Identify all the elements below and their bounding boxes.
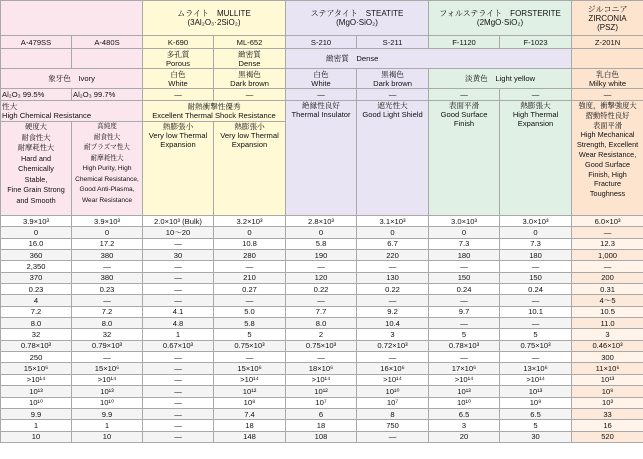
property-cell: 10⁷	[286, 397, 357, 408]
property-cell: 10¹⁰	[72, 397, 143, 408]
group-header-steatite: ステアタイト STEATITE (MgO·SiO₂)	[286, 1, 429, 36]
property-cell: 0	[286, 227, 357, 238]
grade-cell: A-480S	[72, 36, 143, 49]
property-cell: 6.0×10³	[572, 216, 643, 227]
property-row	[1, 352, 643, 363]
property-cell: —	[143, 397, 214, 408]
property-cell: 10¹²	[214, 386, 286, 397]
feature-title-row	[1, 101, 643, 122]
property-cell: 33	[572, 408, 643, 419]
porosity-cell	[1, 49, 72, 69]
property-row	[1, 431, 643, 442]
porosity-cell-dense: 緻密質 Dense	[286, 49, 572, 69]
property-cell: 9.7	[429, 306, 500, 317]
property-cell: 10¹⁰	[357, 386, 429, 397]
property-cell: >10¹⁴	[357, 374, 429, 385]
property-cell: 15×10⁶	[214, 363, 286, 374]
property-cell: —	[500, 318, 572, 329]
property-cell: 20	[429, 431, 500, 442]
color-cell-alumina: 象牙色 Ivory	[1, 69, 143, 89]
property-cell: —	[143, 408, 214, 419]
color-cell-ml652: 黒褐色 Dark brown	[214, 69, 286, 89]
property-cell: 10¹³	[572, 374, 643, 385]
property-cell: 1	[143, 329, 214, 340]
property-cell: —	[143, 374, 214, 385]
property-cell: 0.67×10³	[143, 340, 214, 351]
property-cell: 360	[1, 250, 72, 261]
property-cell: 15×10⁶	[1, 363, 72, 374]
property-cell: 16×10⁶	[357, 363, 429, 374]
property-cell: 7.2	[1, 306, 72, 317]
property-cell: 10³	[572, 397, 643, 408]
property-cell: 6	[286, 408, 357, 419]
grade-cell: ML-652	[214, 36, 286, 49]
property-cell: 0.75×10³	[500, 340, 572, 351]
property-cell: 17×10⁶	[429, 363, 500, 374]
feature-cell-f1120: 表面平滑 Good Surface Finish	[429, 101, 500, 216]
property-cell: —	[357, 352, 429, 363]
property-cell: —	[143, 420, 214, 431]
property-cell: 5.8	[286, 238, 357, 249]
property-cell: 0.78×10³	[1, 340, 72, 351]
property-cell: —	[572, 227, 643, 238]
property-cell: 120	[286, 272, 357, 283]
grade-cell: S-211	[357, 36, 429, 49]
property-cell: 18	[286, 420, 357, 431]
property-cell: 2.8×10³	[286, 216, 357, 227]
property-cell: —	[572, 261, 643, 272]
feature-cell-s211: 遮光性大 Good Light Shield	[357, 101, 429, 216]
property-cell: 6.7	[357, 238, 429, 249]
property-cell: 0	[429, 227, 500, 238]
property-cell: —	[286, 261, 357, 272]
property-cell: 1	[1, 420, 72, 431]
property-cell: 108	[286, 431, 357, 442]
property-cell: 2,350	[1, 261, 72, 272]
porosity-cell-ml652: 緻密質 Dense	[214, 49, 286, 69]
property-cell: 10⁸	[214, 397, 286, 408]
property-cell: 3	[572, 329, 643, 340]
property-cell: —	[143, 238, 214, 249]
property-cell: 5	[214, 329, 286, 340]
grade-cell: S-210	[286, 36, 357, 49]
property-row	[1, 272, 643, 283]
property-cell: —	[214, 352, 286, 363]
property-row	[1, 408, 643, 419]
purity-cell: Al₂O₃ 99.5%	[1, 89, 72, 101]
feature-cell-a479: 硬度大 耐食性大 耐摩耗性大 Hard and Chemically Stable, Fine Grain Strong and Smooth	[1, 122, 72, 216]
property-cell: 4.8	[143, 318, 214, 329]
material-group-row	[1, 1, 643, 36]
property-cell: —	[429, 295, 500, 306]
property-cell: 300	[572, 352, 643, 363]
property-cell: 12.3	[572, 238, 643, 249]
property-cell: 5.0	[214, 306, 286, 317]
property-cell: 32	[72, 329, 143, 340]
property-cell: 280	[214, 250, 286, 261]
property-cell: 10¹³	[429, 386, 500, 397]
property-cell: 0	[357, 227, 429, 238]
group-header-blank	[1, 1, 143, 36]
purity-cell: —	[572, 89, 643, 101]
property-cell: 0.78×10³	[429, 340, 500, 351]
property-cell: 10¹³	[1, 386, 72, 397]
group-header-forsterite: フォルステライト FORSTERITE (2MgO·SiO₂)	[429, 1, 572, 36]
property-cell: —	[72, 352, 143, 363]
property-cell: 0.23	[72, 284, 143, 295]
property-cell: 190	[286, 250, 357, 261]
feature-cell-s210: 絶縁性良好 Thermal Insulator	[286, 101, 357, 216]
property-cell: 3.0×10³	[429, 216, 500, 227]
color-cell-k690: 白色 White	[143, 69, 214, 89]
property-cell: >10¹⁴	[286, 374, 357, 385]
feature-cell-ml652: 熱膨張小 Very low Thermal Expansion	[214, 122, 286, 216]
property-cell: 750	[357, 420, 429, 431]
property-cell: 220	[357, 250, 429, 261]
grade-cell: F-1120	[429, 36, 500, 49]
property-cell: >10¹⁴	[429, 374, 500, 385]
property-cell: 3.9×10³	[1, 216, 72, 227]
property-cell: 3	[357, 329, 429, 340]
property-cell: —	[143, 386, 214, 397]
property-cell: 0.72×10³	[357, 340, 429, 351]
property-cell: 1,000	[572, 250, 643, 261]
property-cell: 5	[500, 420, 572, 431]
property-cell: —	[357, 261, 429, 272]
property-cell: 10.1	[500, 306, 572, 317]
property-row	[1, 227, 643, 238]
property-cell: 2	[286, 329, 357, 340]
property-cell: 130	[357, 272, 429, 283]
property-cell: 4.1	[143, 306, 214, 317]
property-cell: 210	[214, 272, 286, 283]
property-cell: 150	[429, 272, 500, 283]
property-cell: 10.4	[357, 318, 429, 329]
property-cell: —	[429, 352, 500, 363]
property-cell: 9.9	[72, 408, 143, 419]
property-cell: 10	[1, 431, 72, 442]
property-cell: 11×10⁶	[572, 363, 643, 374]
property-cell: >10¹⁴	[500, 374, 572, 385]
property-cell: —	[429, 261, 500, 272]
property-cell: —	[286, 295, 357, 306]
property-cell: >10¹⁴	[1, 374, 72, 385]
color-cell-zirconia: 乳白色 Milky white	[572, 69, 643, 89]
property-cell: 200	[572, 272, 643, 283]
property-cell: —	[143, 295, 214, 306]
color-cell-forsterite: 淡黄色 Light yellow	[429, 69, 572, 89]
property-cell: 17.2	[72, 238, 143, 249]
property-row	[1, 420, 643, 431]
property-cell: —	[72, 261, 143, 272]
feature-cell-zirconia: 強度，衝撃強度大 摺動特性良好 表面平滑 High Mechanical Strength, Excellent Wear Resistance, Good Surface Finish, High Fracture Toughness	[572, 101, 643, 216]
property-row	[1, 216, 643, 227]
property-cell: 0.22	[286, 284, 357, 295]
property-cell: 3.9×10³	[72, 216, 143, 227]
property-cell: 10⁹	[500, 397, 572, 408]
property-cell: 13×10⁶	[500, 363, 572, 374]
property-cell: —	[286, 352, 357, 363]
porosity-cell	[572, 49, 643, 69]
property-cell: 7.3	[500, 238, 572, 249]
property-cell: 3.2×10³	[214, 216, 286, 227]
property-cell: 10¹⁰	[429, 397, 500, 408]
property-cell: 7.3	[429, 238, 500, 249]
property-cell: 380	[72, 250, 143, 261]
property-row	[1, 295, 643, 306]
purity-cell: Al₂O₃ 99.7%	[72, 89, 143, 101]
property-cell: 6.5	[500, 408, 572, 419]
property-cell: 0.46×10³	[572, 340, 643, 351]
property-cell: 0	[1, 227, 72, 238]
property-cell: 8	[357, 408, 429, 419]
property-cell: 0.75×10³	[214, 340, 286, 351]
purity-cell: —	[500, 89, 572, 101]
property-row	[1, 340, 643, 351]
property-cell: 148	[214, 431, 286, 442]
property-cell: —	[500, 295, 572, 306]
porosity-cell	[72, 49, 143, 69]
property-cell: 4	[1, 295, 72, 306]
property-cell: —	[143, 431, 214, 442]
property-cell: 10¹²	[286, 386, 357, 397]
property-cell: —	[72, 295, 143, 306]
property-cell: >10¹⁴	[214, 374, 286, 385]
feature-cell-f1023: 熱膨張大 High Thermal Expansion	[500, 101, 572, 216]
porosity-row	[1, 49, 643, 69]
property-cell: 10～20	[143, 227, 214, 238]
property-cell: —	[357, 431, 429, 442]
property-row	[1, 318, 643, 329]
property-cell: 10¹³	[72, 386, 143, 397]
property-row	[1, 306, 643, 317]
property-cell: 16.0	[1, 238, 72, 249]
property-cell: 0.24	[429, 284, 500, 295]
property-cell: 0.75×10³	[286, 340, 357, 351]
property-row	[1, 397, 643, 408]
property-cell: —	[500, 352, 572, 363]
property-cell: 8.0	[286, 318, 357, 329]
property-cell: 180	[500, 250, 572, 261]
property-values	[1, 216, 643, 443]
purity-cell: —	[143, 89, 214, 101]
property-cell: 4～5	[572, 295, 643, 306]
property-cell: 6.5	[429, 408, 500, 419]
property-cell: 5	[500, 329, 572, 340]
purity-cell: —	[429, 89, 500, 101]
property-cell: —	[143, 352, 214, 363]
property-cell: 0.24	[500, 284, 572, 295]
property-cell: 520	[572, 431, 643, 442]
feature-cell-k690: 熱膨張小 Very low Thermal Expansion	[143, 122, 214, 216]
property-cell: >10¹⁴	[72, 374, 143, 385]
property-cell: 10.5	[572, 306, 643, 317]
property-cell: 10¹⁰	[1, 397, 72, 408]
property-cell: 10⁸	[572, 386, 643, 397]
property-row	[1, 329, 643, 340]
property-cell: 11.0	[572, 318, 643, 329]
property-cell: 0.22	[357, 284, 429, 295]
property-row	[1, 250, 643, 261]
property-row	[1, 261, 643, 272]
property-cell: 0.79×10³	[72, 340, 143, 351]
property-row	[1, 363, 643, 374]
property-cell: 2.0×10³ (Bulk)	[143, 216, 214, 227]
color-cell-s211: 黒褐色 Dark brown	[357, 69, 429, 89]
porosity-cell-k690: 多孔質 Porous	[143, 49, 214, 69]
purity-cell: —	[286, 89, 357, 101]
property-cell: —	[214, 295, 286, 306]
purity-cell: —	[214, 89, 286, 101]
property-cell: 250	[1, 352, 72, 363]
property-cell: 3.1×10³	[357, 216, 429, 227]
property-cell: 18	[214, 420, 286, 431]
property-cell: 150	[500, 272, 572, 283]
feature-cell-a480: 高純度 耐食性大 耐プラズマ性大 耐摩耗性大 High Purity, High Chemical Resistance, Good Anti-Plasma, Wear Resistance	[72, 122, 143, 216]
grade-cell: A-479SS	[1, 36, 72, 49]
property-cell: 32	[1, 329, 72, 340]
grade-cell: F-1023	[500, 36, 572, 49]
property-cell: 15×10⁶	[72, 363, 143, 374]
property-row	[1, 284, 643, 295]
property-cell: 0	[72, 227, 143, 238]
property-cell: —	[143, 363, 214, 374]
property-cell: —	[214, 261, 286, 272]
purity-cell: —	[357, 89, 429, 101]
purity-row	[1, 89, 643, 101]
property-cell: 180	[429, 250, 500, 261]
property-cell: 10¹³	[500, 386, 572, 397]
property-cell: 7.2	[72, 306, 143, 317]
property-cell: 16	[572, 420, 643, 431]
property-cell: 8.0	[72, 318, 143, 329]
property-cell: 30	[143, 250, 214, 261]
property-row	[1, 238, 643, 249]
property-cell: 380	[72, 272, 143, 283]
group-header-zirconia: ジルコニア ZIRCONIA (PSZ)	[572, 1, 643, 36]
grade-cell: K-690	[143, 36, 214, 49]
property-cell: 10⁷	[357, 397, 429, 408]
property-cell: 1	[72, 420, 143, 431]
property-cell: 18×10⁶	[286, 363, 357, 374]
property-cell: 7.4	[214, 408, 286, 419]
property-cell: 5	[429, 329, 500, 340]
property-cell: 0.27	[214, 284, 286, 295]
color-row	[1, 69, 643, 89]
group-header-mullite: ムライト MULLITE (3Al₂O₃·2SiO₂)	[143, 1, 286, 36]
property-cell: —	[143, 261, 214, 272]
feature-cell-mullite: 耐熱衝撃性優秀 Excellent Thermal Shock Resistance	[143, 101, 286, 122]
property-cell: 5.8	[214, 318, 286, 329]
property-row	[1, 374, 643, 385]
grade-cell: Z-201N	[572, 36, 643, 49]
feature-cell-alumina: 性大 High Chemical Resistance	[1, 101, 143, 122]
property-cell: 3.0×10³	[500, 216, 572, 227]
property-cell: 10	[72, 431, 143, 442]
property-cell: —	[500, 261, 572, 272]
grade-row	[1, 36, 643, 49]
property-cell: 9.2	[357, 306, 429, 317]
color-cell-s210: 白色 White	[286, 69, 357, 89]
property-row	[1, 386, 643, 397]
property-cell: 9.9	[1, 408, 72, 419]
property-cell: 0	[214, 227, 286, 238]
property-cell: —	[143, 284, 214, 295]
property-cell: 7.7	[286, 306, 357, 317]
property-cell: —	[357, 295, 429, 306]
property-cell: 0.31	[572, 284, 643, 295]
property-cell: 30	[500, 431, 572, 442]
property-cell: 10.8	[214, 238, 286, 249]
property-cell: 3	[429, 420, 500, 431]
property-cell: 8.0	[1, 318, 72, 329]
property-cell: —	[143, 272, 214, 283]
property-cell: 370	[1, 272, 72, 283]
property-cell: —	[429, 318, 500, 329]
property-cell: 0.23	[1, 284, 72, 295]
property-cell: 0	[500, 227, 572, 238]
